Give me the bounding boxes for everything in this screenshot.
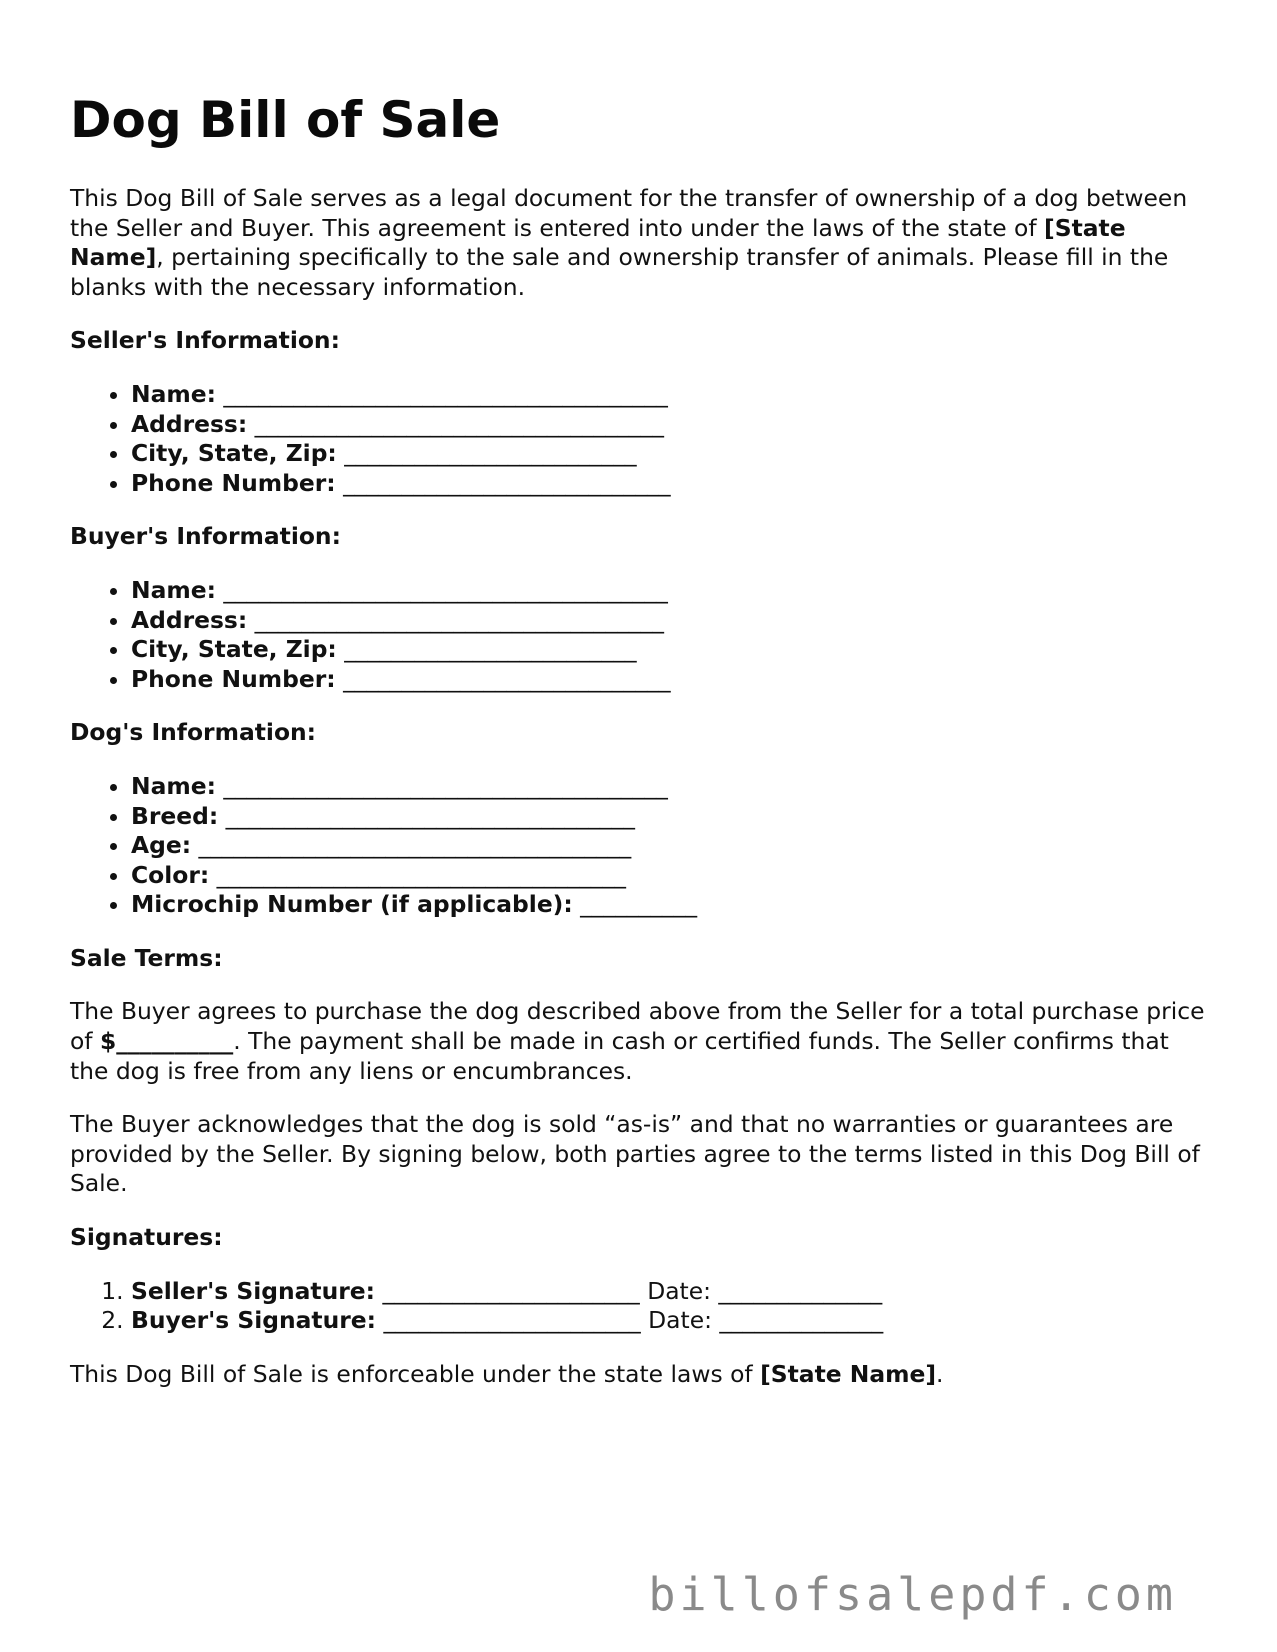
purchase-price-blank[interactable]: $__________: [99, 1027, 234, 1056]
field-label: City, State, Zip:: [131, 635, 337, 664]
intro-paragraph: [70, 184, 1210, 302]
field-blank[interactable]: ______________________________________: [223, 575, 668, 604]
signatures-heading: Signatures:: [70, 1223, 223, 1252]
field-label: Age:: [131, 831, 192, 860]
seller-signature-line[interactable]: [131, 1277, 1210, 1307]
field-label: Name:: [131, 379, 216, 408]
signature-label: Buyer's Signature:: [131, 1306, 376, 1335]
buyer-fields: [70, 576, 1210, 694]
seller-address-field[interactable]: [131, 410, 1210, 440]
seller-city-field[interactable]: [131, 439, 1210, 469]
seller-name-field[interactable]: [131, 380, 1210, 410]
field-label: Phone Number:: [131, 664, 336, 693]
field-blank[interactable]: ___________________________________: [254, 605, 664, 634]
intro-state-name: [State Name]: [70, 213, 1126, 272]
document-page: [70, 82, 1210, 1413]
dog-name-field[interactable]: [131, 772, 1210, 802]
field-label: Phone Number:: [131, 468, 336, 497]
buyer-address-field[interactable]: [131, 606, 1210, 636]
signature-lines: [70, 1277, 1210, 1336]
field-blank[interactable]: ____________________________: [343, 468, 671, 497]
field-label: Microchip Number (if applicable):: [131, 890, 573, 919]
date-blank[interactable]: ______________: [718, 1276, 883, 1305]
date-label: Date:: [647, 1276, 711, 1305]
dog-age-field[interactable]: [131, 831, 1210, 861]
field-label: Color:: [131, 860, 210, 889]
field-blank[interactable]: ______________________________________: [223, 771, 668, 800]
dog-heading: Dog's Information:: [70, 718, 317, 747]
closing-state-name: [State Name]: [760, 1359, 937, 1388]
seller-fields: [70, 380, 1210, 498]
page-title: Dog Bill of Sale: [70, 91, 501, 149]
sale-terms-paragraph: [70, 997, 1210, 1086]
field-blank[interactable]: _________________________: [344, 635, 637, 664]
signature-blank[interactable]: ______________________: [382, 1276, 640, 1305]
dog-fields: [70, 772, 1210, 920]
intro-text-before: This Dog Bill of Sale serves as a legal document for the transfer of ownership of a dog between the Seller and Buyer. This agreement is entered into under the laws of the state of: [70, 184, 1188, 242]
seller-heading: Seller's Information:: [70, 326, 340, 355]
intro-text-after: , pertaining specifically to the sale and ownership transfer of animals. Please fill in the blanks with the necessary information.: [70, 243, 1169, 301]
closing-text-before: This Dog Bill of Sale is enforceable under the state laws of: [70, 1359, 761, 1388]
watermark: billofsalepdf.com: [648, 1568, 1177, 1621]
sale-terms-heading: Sale Terms:: [70, 943, 223, 972]
date-blank[interactable]: ______________: [719, 1306, 884, 1335]
closing-paragraph: [70, 1360, 1210, 1390]
buyer-name-field[interactable]: [131, 576, 1210, 606]
field-blank[interactable]: ______________________________________: [223, 379, 668, 408]
dog-breed-field[interactable]: [131, 802, 1210, 832]
buyer-heading: Buyer's Information:: [70, 522, 341, 551]
field-label: Name:: [131, 575, 216, 604]
field-blank[interactable]: ___________________________________: [225, 801, 635, 830]
field-label: Name:: [131, 771, 216, 800]
field-blank[interactable]: _____________________________________: [198, 831, 632, 860]
field-blank[interactable]: ___________________________________: [216, 860, 626, 889]
field-label: Address:: [131, 409, 248, 438]
field-label: Breed:: [131, 801, 219, 830]
field-blank[interactable]: ___________________________________: [254, 409, 664, 438]
field-label: City, State, Zip:: [131, 439, 337, 468]
buyer-city-field[interactable]: [131, 635, 1210, 665]
field-blank[interactable]: ____________________________: [343, 664, 671, 693]
buyer-phone-field[interactable]: [131, 665, 1210, 695]
field-blank[interactable]: __________: [580, 890, 698, 919]
signature-label: Seller's Signature:: [131, 1276, 376, 1305]
seller-phone-field[interactable]: [131, 469, 1210, 499]
date-label: Date:: [648, 1306, 712, 1335]
field-label: Address:: [131, 605, 248, 634]
buyer-signature-line[interactable]: [131, 1306, 1210, 1336]
signature-blank[interactable]: ______________________: [383, 1306, 641, 1335]
dog-color-field[interactable]: [131, 861, 1210, 891]
field-blank[interactable]: _________________________: [344, 439, 637, 468]
as-is-paragraph: The Buyer acknowledges that the dog is sold “as-is” and that no warranties or guarantees are provided by the Seller. By signing below, both parties agree to the terms listed in this Dog Bill of Sale.: [70, 1110, 1200, 1198]
dog-microchip-field[interactable]: [131, 890, 1210, 920]
closing-text-after: .: [936, 1359, 944, 1388]
sale-terms-text-before: The Buyer agrees to purchase the dog described above from the Seller for a total purchase price of: [70, 997, 1205, 1056]
sale-terms-text-after: . The payment shall be made in cash or certified funds. The Seller confirms that the dog is free from any liens or encumbrances.: [70, 1027, 1169, 1085]
